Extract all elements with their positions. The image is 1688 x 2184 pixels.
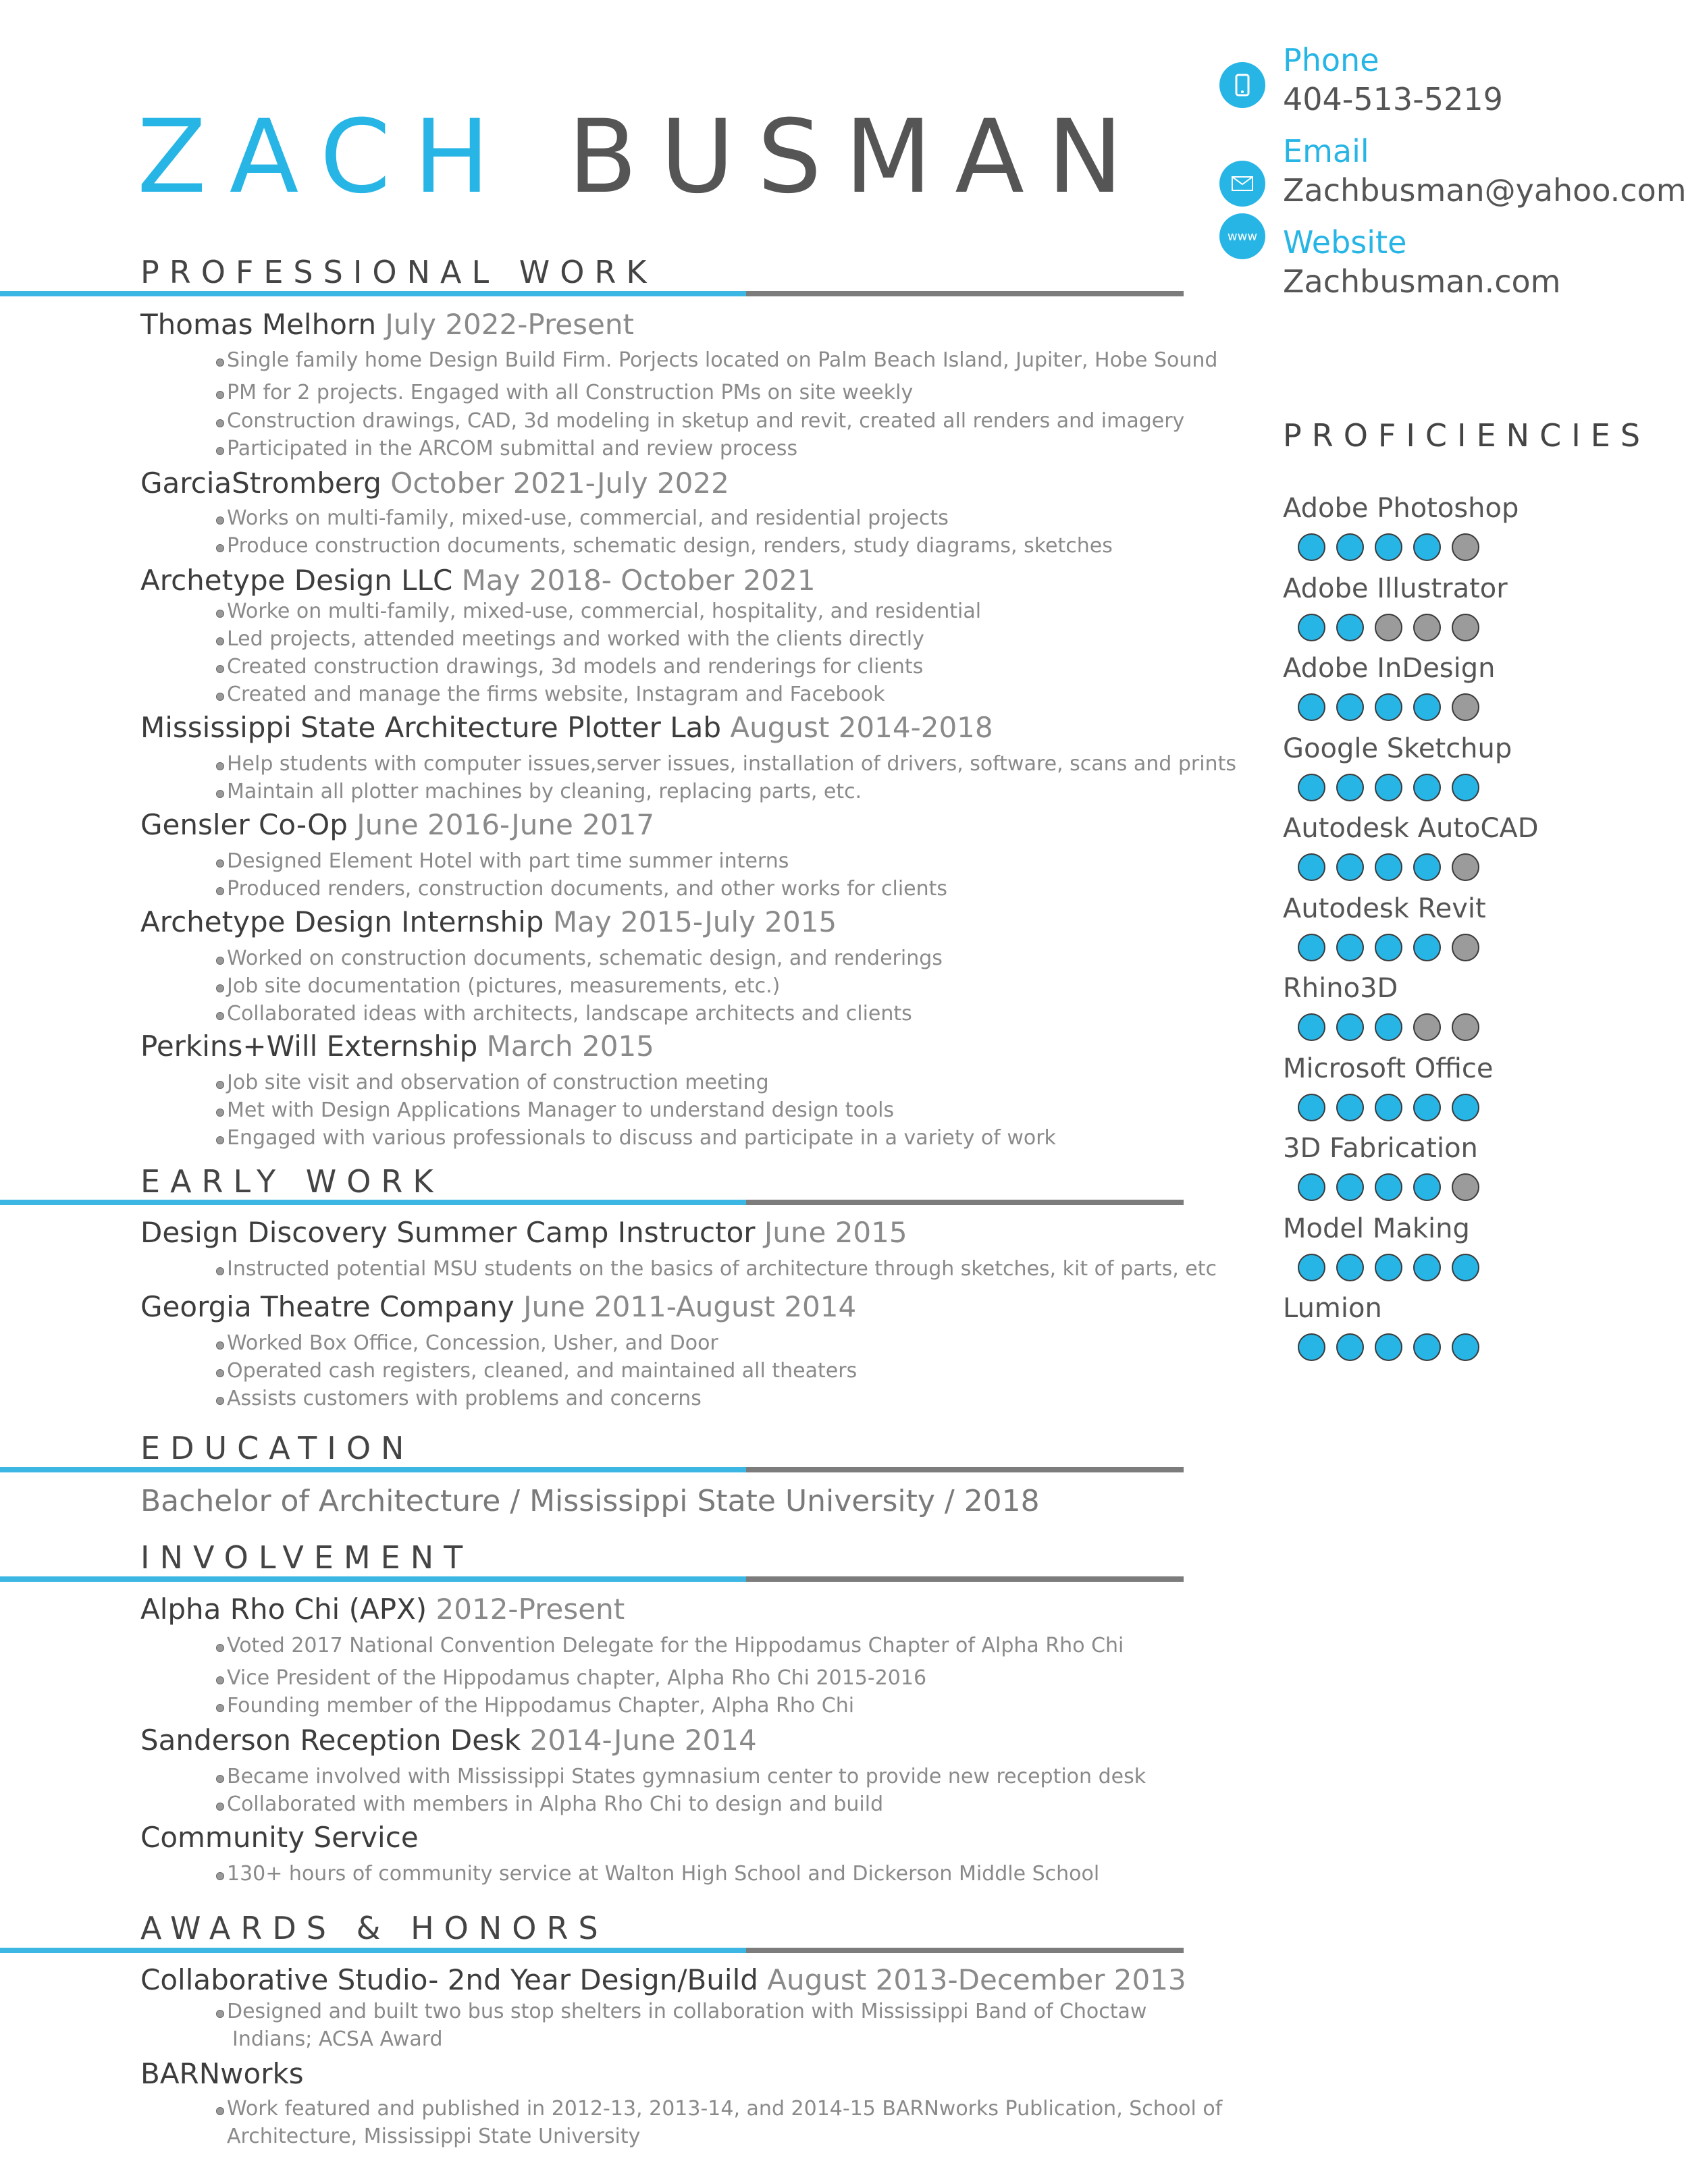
rating-dot-filled [1298, 934, 1325, 961]
skill-rating [1298, 853, 1479, 881]
rating-dot-empty [1452, 533, 1479, 561]
bullet: Construction drawings, CAD, 3d modeling in sketup and revit, created all renders and imagery [227, 409, 1185, 433]
skill-rating [1298, 693, 1479, 721]
rating-dot-filled [1298, 614, 1325, 641]
bullet: Work featured and published in 2012-13, 2013-14, and 2014-15 BARNworks Publication, School of [227, 2097, 1223, 2121]
rating-dot-filled [1298, 774, 1325, 801]
rating-dot-filled [1336, 853, 1364, 881]
bullet: Instructed potential MSU students on the basics of architecture through sketches, kit of parts, etc [227, 1257, 1217, 1281]
section-professional-work: PROFESSIONAL WORK [140, 254, 657, 290]
phone-label: Phone [1283, 42, 1379, 78]
rating-dot-filled [1336, 934, 1364, 961]
rating-dot-filled [1375, 853, 1402, 881]
section-rule [0, 1467, 1184, 1472]
rating-dot-empty [1452, 693, 1479, 721]
rating-dot-empty [1452, 1013, 1479, 1041]
phone-value[interactable]: 404-513-5219 [1283, 81, 1503, 117]
bullet: Became involved with Mississippi States gymnasium center to provide new reception desk [227, 1765, 1146, 1788]
rating-dot-filled [1298, 1173, 1325, 1201]
bullet: Job site documentation (pictures, measurements, etc.) [227, 974, 781, 998]
skill-rating [1298, 614, 1479, 641]
rating-dot-filled [1413, 1173, 1441, 1201]
skill-rating [1298, 1254, 1479, 1281]
bullet: Led projects, attended meetings and worked with the clients directly [227, 627, 924, 651]
resume-name [137, 99, 1146, 216]
rating-dot-filled [1452, 1333, 1479, 1361]
last-name: BUSMAN [567, 99, 1146, 216]
job-title: Georgia Theatre Company June 2011-August 2014 [140, 1290, 857, 1323]
skill-name: Adobe Photoshop [1283, 493, 1519, 524]
bullet: Maintain all plotter machines by cleaning, replacing parts, etc. [227, 780, 862, 803]
bullet: Job site visit and observation of construction meeting [227, 1071, 769, 1094]
bullet: Founding member of the Hippodamus Chapter, Alpha Rho Chi [227, 1694, 855, 1717]
skill-name: Model Making [1283, 1213, 1470, 1244]
rating-dot-filled [1413, 1254, 1441, 1281]
email-icon [1219, 161, 1265, 207]
job-title: Thomas Melhorn July 2022-Present [140, 308, 634, 341]
section-rule [0, 1948, 1184, 1953]
rating-dot-filled [1336, 533, 1364, 561]
section-awards: AWARDS & HONORS [140, 1910, 608, 1946]
skill-rating [1298, 1333, 1479, 1361]
rating-dot-filled [1336, 1333, 1364, 1361]
bullet: Engaged with various professionals to discuss and participate in a variety of work [227, 1126, 1056, 1150]
section-education: EDUCATION [140, 1430, 415, 1466]
skill-name: Google Sketchup [1283, 733, 1512, 764]
skill-rating [1298, 1013, 1479, 1041]
skill-name: 3D Fabrication [1283, 1133, 1478, 1164]
bullet: Works on multi-family, mixed-use, commercial, and residential projects [227, 506, 949, 530]
rating-dot-filled [1375, 934, 1402, 961]
bullet: Met with Design Applications Manager to understand design tools [227, 1098, 895, 1122]
rating-dot-filled [1298, 693, 1325, 721]
bullet: Assists customers with problems and concerns [227, 1387, 702, 1410]
rating-dot-filled [1298, 1254, 1325, 1281]
rating-dot-filled [1336, 774, 1364, 801]
rating-dot-filled [1336, 693, 1364, 721]
involvement-title: Sanderson Reception Desk 2014-June 2014 [140, 1724, 757, 1757]
involvement-title: Alpha Rho Chi (APX) 2012-Present [140, 1593, 625, 1626]
job-title: Gensler Co-Op June 2016-June 2017 [140, 808, 655, 841]
skill-rating [1298, 533, 1479, 561]
rating-dot-filled [1413, 1333, 1441, 1361]
website-icon [1219, 213, 1265, 259]
skill-rating [1298, 1173, 1479, 1201]
rating-dot-filled [1375, 1173, 1402, 1201]
rating-dot-filled [1298, 1094, 1325, 1121]
bullet: Designed and built two bus stop shelters in collaboration with Mississippi Band of Choctaw [227, 2000, 1147, 2023]
skill-name: Autodesk AutoCAD [1283, 813, 1539, 844]
bullet: 130+ hours of community service at Walton High School and Dickerson Middle School [227, 1862, 1100, 1886]
rating-dot-empty [1452, 934, 1479, 961]
bullet: Help students with computer issues,server issues, installation of drivers, software, scans and prints [227, 752, 1236, 776]
section-rule [0, 291, 1184, 296]
first-name: ZACH [137, 99, 513, 216]
rating-dot-filled [1375, 1013, 1402, 1041]
award-title: BARNworks [140, 2057, 304, 2090]
job-title: Perkins+Will Externship March 2015 [140, 1030, 654, 1063]
rating-dot-empty [1452, 853, 1479, 881]
rating-dot-filled [1298, 1333, 1325, 1361]
job-title: Archetype Design LLC May 2018- October 2021 [140, 564, 816, 597]
bullet: Produce construction documents, schematic design, renders, study diagrams, sketches [227, 534, 1113, 558]
rating-dot-empty [1413, 1013, 1441, 1041]
website-label: Website [1283, 224, 1407, 261]
bullet-continuation: Indians; ACSA Award [232, 2027, 443, 2051]
skill-name: Microsoft Office [1283, 1053, 1494, 1084]
rating-dot-filled [1375, 1094, 1402, 1121]
rating-dot-filled [1298, 853, 1325, 881]
bullet: Vice President of the Hippodamus chapter, Alpha Rho Chi 2015-2016 [227, 1666, 927, 1690]
bullet: PM for 2 projects. Engaged with all Construction PMs on site weekly [227, 381, 914, 404]
skill-name: Adobe Illustrator [1283, 573, 1508, 604]
bullet: Created construction drawings, 3d models and renderings for clients [227, 655, 924, 678]
skill-name: Autodesk Revit [1283, 893, 1486, 924]
skill-rating [1298, 1094, 1479, 1121]
bullet: Operated cash registers, cleaned, and maintained all theaters [227, 1359, 858, 1383]
bullet: Worked Box Office, Concession, Usher, and Door [227, 1331, 718, 1355]
skill-rating [1298, 934, 1479, 961]
rating-dot-filled [1452, 774, 1479, 801]
bullet: Designed Element Hotel with part time summer interns [227, 849, 789, 873]
rating-dot-filled [1375, 774, 1402, 801]
bullet: Collaborated with members in Alpha Rho Chi to design and build [227, 1792, 884, 1816]
bullet: Participated in the ARCOM submittal and review process [227, 437, 798, 460]
involvement-title: Community Service [140, 1821, 419, 1854]
email-value[interactable]: Zachbusman@yahoo.com [1283, 172, 1687, 209]
bullet: Worked on construction documents, schematic design, and renderings [227, 947, 943, 970]
website-value[interactable]: Zachbusman.com [1283, 263, 1561, 300]
rating-dot-filled [1298, 533, 1325, 561]
section-rule [0, 1200, 1184, 1205]
job-title: Design Discovery Summer Camp Instructor June 2015 [140, 1216, 907, 1249]
award-title: Collaborative Studio- 2nd Year Design/Build August 2013-December 2013 [140, 1963, 1186, 1996]
section-involvement: INVOLVEMENT [140, 1539, 473, 1576]
rating-dot-empty [1452, 1173, 1479, 1201]
education-degree: Bachelor of Architecture / Mississippi State University / 2018 [140, 1484, 1040, 1518]
email-label: Email [1283, 133, 1369, 169]
rating-dot-filled [1375, 533, 1402, 561]
rating-dot-filled [1375, 693, 1402, 721]
rating-dot-filled [1336, 1013, 1364, 1041]
rating-dot-empty [1452, 614, 1479, 641]
rating-dot-filled [1413, 774, 1441, 801]
rating-dot-filled [1336, 614, 1364, 641]
section-early-work: EARLY WORK [140, 1163, 444, 1200]
rating-dot-filled [1452, 1094, 1479, 1121]
rating-dot-empty [1375, 614, 1402, 641]
rating-dot-filled [1413, 533, 1441, 561]
phone-icon [1219, 62, 1265, 108]
section-rule [0, 1576, 1184, 1582]
job-title: GarciaStromberg October 2021-July 2022 [140, 467, 729, 500]
rating-dot-filled [1413, 853, 1441, 881]
job-title: Archetype Design Internship May 2015-July 2015 [140, 905, 837, 938]
rating-dot-filled [1336, 1254, 1364, 1281]
bullet: Single family home Design Build Firm. Porjects located on Palm Beach Island, Jupiter, Hobe Sound [227, 348, 1218, 372]
rating-dot-filled [1336, 1094, 1364, 1121]
rating-dot-empty [1413, 614, 1441, 641]
skill-name: Lumion [1283, 1293, 1382, 1324]
skill-name: Rhino3D [1283, 973, 1398, 1004]
www-text: www [1227, 229, 1258, 244]
proficiencies-heading: PROFICIENCIES [1283, 417, 1651, 454]
rating-dot-filled [1413, 934, 1441, 961]
rating-dot-filled [1375, 1254, 1402, 1281]
bullet: Produced renders, construction documents, and other works for clients [227, 877, 948, 901]
rating-dot-filled [1298, 1013, 1325, 1041]
rating-dot-filled [1413, 693, 1441, 721]
bullet: Collaborated ideas with architects, landscape architects and clients [227, 1002, 912, 1026]
rating-dot-filled [1375, 1333, 1402, 1361]
bullet: Voted 2017 National Convention Delegate for the Hippodamus Chapter of Alpha Rho Chi [227, 1634, 1124, 1657]
skill-rating [1298, 774, 1479, 801]
bullet-continuation: Architecture, Mississippi State University [227, 2125, 641, 2148]
rating-dot-filled [1452, 1254, 1479, 1281]
job-title: Mississippi State Architecture Plotter Lab August 2014-2018 [140, 711, 993, 744]
skill-name: Adobe InDesign [1283, 653, 1496, 684]
bullet: Worke on multi-family, mixed-use, commercial, hospitality, and residential [227, 600, 982, 623]
rating-dot-filled [1336, 1173, 1364, 1201]
rating-dot-filled [1413, 1094, 1441, 1121]
bullet: Created and manage the firms website, Instagram and Facebook [227, 683, 885, 706]
